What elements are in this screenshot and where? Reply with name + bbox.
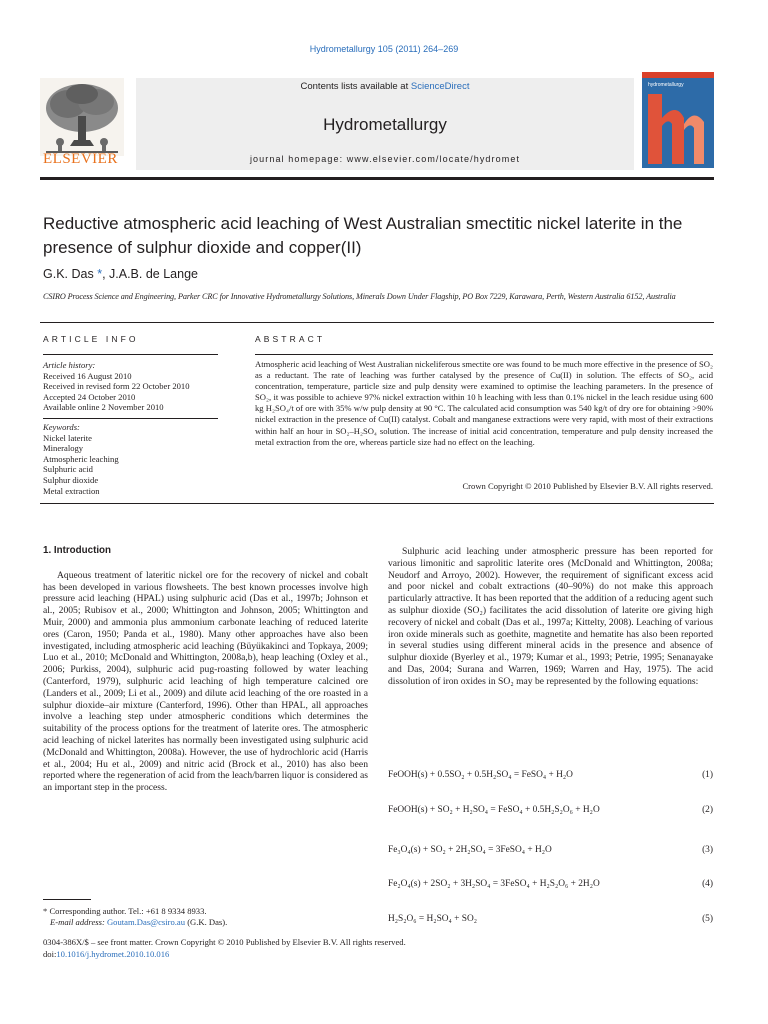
equation-number: (2) — [702, 805, 713, 815]
article-info-label: ARTICLE INFO — [43, 334, 139, 344]
equation-1 — [388, 770, 713, 780]
history-accepted: Accepted 24 October 2010 — [43, 391, 136, 402]
equation-number: (3) — [702, 845, 713, 855]
cover-hm-graphic — [642, 72, 714, 168]
article-info — [43, 360, 218, 496]
journal-reference[interactable]: Hydrometallurgy 105 (2011) 264–269 — [309, 44, 459, 54]
email-suffix: (G.K. Das). — [185, 917, 228, 927]
keyword-item: Sulphuric acid — [43, 464, 93, 475]
abstract-text: Atmospheric acid leaching of West Australian nickeliferous smectite ore was found to be much more effective in the presence of SO₂ as a reductant. The rate of leaching was further catalysed by the presence of Cu(II) in solution. The effects of SO₂, acid concentration, temperature, particle size and pulp density were examined to optimise the leaching parameters. In the presence of SO₂, it was possible to achieve 97% nickel extraction within 10 h leaching with less than 0.1% nickel in the leach residue using 600 kg H₂SO₄/t of ore with 35% w/w pulp density at 90 °C. The calculated acid consumption was 540 kg/t of dry ore for obtaining >90% nickel extraction in the presence of Cu(II) catalyst. Cobalt and manganese extractions were very rapid, with most of their extractions within half an hour in SO₂–H₂SO₄ solution. The increase of initial acid concentration, temperature and pulp density increased the metal extraction from the ore, whereas particle size had no effect on the leaching. — [255, 359, 713, 447]
equation-5 — [388, 914, 713, 924]
keyword-item: Nickel laterite — [43, 432, 92, 443]
section-heading: 1. Introduction — [43, 545, 112, 556]
doi-link[interactable]: 10.1016/j.hydromet.2010.10.016 — [56, 948, 170, 959]
sciencedirect-link[interactable]: ScienceDirect — [410, 81, 470, 92]
journal-homepage[interactable]: journal homepage: www.elsevier.com/locate/hydromet — [249, 154, 521, 164]
elsevier-wordmark: ELSEVIER — [43, 151, 118, 167]
abstract-copyright: Crown Copyright © 2010 Published by Elsevier B.V. All rights reserved. — [462, 481, 713, 491]
corresponding-author-mark[interactable]: * — [97, 267, 103, 281]
front-matter-notice — [43, 937, 723, 960]
body-column-left — [43, 545, 368, 794]
author-das[interactable]: G.K. Das — [43, 267, 94, 281]
body-column-right — [388, 546, 713, 688]
corresponding-author-note: * Corresponding author. Tel.: +61 8 9334 8933. — [43, 906, 207, 916]
doi-line — [43, 949, 723, 961]
intro-paragraph-continued: Sulphuric acid leaching under atmospheric pressure has been reported for various limonitic and saprolitic laterite ores (McDonald and Whittington, 2008a; Neudorf and Arroyo, 2002). However, the requirement of significant excess acid and poor nickel and cobalt extractions (40–90%) do not make this approach particularly attractive. It has been reported that the addition of a reducing agent such as sulphur dioxide (SO₂) facilitates the acid dissolution of laterite ore giving high recovery of nickel and cobalt (Das et al., 1997a; Kittelty, 2008). Leaching of various iron oxide minerals such as goethite, magnetite and hematite has also been reported in several studies using different mineral acids in the presence and absence of sulphur dioxide (Byerley et al., 1979; Kumar et al., 1993; Petrie, 1995; Senanayake and Das, 2004; Surana and Warren, 1969; Warren and Hay, 1975). The acid dissolution of iron oxides in SO₂ may be represented by the following equations: — [388, 546, 713, 687]
email-link[interactable]: Goutam.Das@csiro.au — [106, 917, 186, 927]
journal-banner — [136, 78, 634, 170]
equation-3 — [388, 845, 713, 855]
footnote — [43, 906, 368, 928]
contents-prefix: Contents lists available at — [300, 81, 411, 92]
info-divider — [43, 418, 218, 419]
equation-number: (1) — [702, 770, 713, 780]
header-divider — [40, 322, 714, 323]
keyword-item: Sulphur dioxide — [43, 474, 99, 485]
equation-text: FeOOH(s) + SO₂ + H₂SO₄ = FeSO₄ + 0.5H₂S₂O₆ + H₂O — [388, 805, 600, 815]
keyword-item: Atmospheric leaching — [43, 453, 119, 464]
article-info-rule — [43, 354, 218, 355]
equation-number: (5) — [702, 914, 713, 924]
journal-title: Hydrometallurgy — [323, 115, 447, 134]
contents-line — [136, 81, 634, 92]
keyword-item: Mineralogy — [43, 443, 84, 454]
intro-paragraph: Aqueous treatment of lateritic nickel ore for the recovery of nickel and cobalt has been developed in various flowsheets. The best known processes involve high pressure acid leaching (HPAL) using sulphuric acid (Das et al., 1997b; Johnson et al., 2005; Rubisov et al., 2000; Whittington and Johnson, 2005; Whittington and Muir, 2000) and ammonia plus ammonium carbonate leaching of reduced laterite ores (Caron, 1950; Panda et al., 1980). Many other approaches have also been investigated, including atmospheric acid leaching (Büyükakinci and Topkaya, 2009; Luo et al., 2010; McDonald and Whittington, 2008a,b), heap leaching (Oxley et al., 2006; Purkiss, 2004), sulphuric acid pug-roasting followed by water leaching (Canterford, 1979), sulphuric acid leaching of high temperature calcined ore (Landers et al., 2009; Li et al., 2009) and dilute acid leaching of the ore roasted in a sulphur dioxide–air mixture (Canterford, 1996). Other than HPAL, all approaches involve a leaching step under atmospheric conditions which determines the suitability of the process options for the treatment of laterite ores. The atmospheric acid leaching of nickel laterites has normally been investigated using sulphuric acid (McDonald and Whittington, 2008a). However, the use of hydrochloric acid (Harris et al., 2004; Hu et al., 2009) and nitric acid (Brock et al., 2010) has also been reported where the regeneration of acid from the leach/barren liquor is considered as an important step in the process. — [43, 569, 368, 794]
history-heading: Article history: — [43, 360, 96, 370]
article-title: Reductive atmospheric acid leaching of West Australian smectitic nickel laterite in the presence of sulphur dioxide and copper(II) — [43, 214, 683, 257]
email-line — [43, 917, 368, 928]
abstract-label: ABSTRACT — [255, 334, 326, 344]
history-received: Received 16 August 2010 — [43, 370, 132, 381]
abstract-bottom-rule — [40, 503, 714, 504]
equation-number: (4) — [702, 879, 713, 889]
author-list — [43, 267, 198, 281]
doi-prefix: doi: — [43, 948, 57, 959]
cover-title: hydrometallurgy — [648, 82, 684, 88]
keyword-item: Metal extraction — [43, 485, 100, 496]
issn-line: 0304-386X/$ – see front matter. Crown Copyright © 2010 Published by Elsevier B.V. All rights reserved. — [43, 937, 406, 947]
author-de-lange[interactable]: , J.A.B. de Lange — [102, 267, 198, 281]
equation-text: Fe₂O₄(s) + 2SO₂ + 3H₂SO₄ = 3FeSO₄ + H₂S₂O₆ + 2H₂O — [388, 879, 600, 889]
equation-text: FeOOH(s) + 0.5SO₂ + 0.5H₂SO₄ = FeSO₄ + H₂O — [388, 770, 573, 780]
equation-4 — [388, 879, 713, 889]
email-label: E-mail address: — [50, 917, 107, 927]
masthead — [40, 72, 714, 174]
keywords-heading: Keywords: — [43, 421, 80, 432]
equation-text: H₂S₂O₆ = H₂SO₄ + SO₂ — [388, 914, 478, 924]
equation-2 — [388, 805, 713, 815]
footnote-rule — [43, 899, 91, 900]
masthead-rule — [40, 177, 714, 180]
history-revised: Received in revised form 22 October 2010 — [43, 381, 190, 392]
history-online: Available online 2 November 2010 — [43, 402, 164, 413]
abstract-rule — [255, 354, 713, 355]
author-affiliation: CSIRO Process Science and Engineering, Parker CRC for Innovative Hydrometallurgy Solutions, Minerals Down Under Flagship, PO Box 7229, Karawara, Perth, Western Australia 6152, Australia — [43, 292, 676, 301]
equation-text: Fe₃O₄(s) + SO₂ + 2H₂SO₄ = 3FeSO₄ + H₂O — [388, 845, 552, 855]
journal-cover-image — [642, 72, 714, 168]
